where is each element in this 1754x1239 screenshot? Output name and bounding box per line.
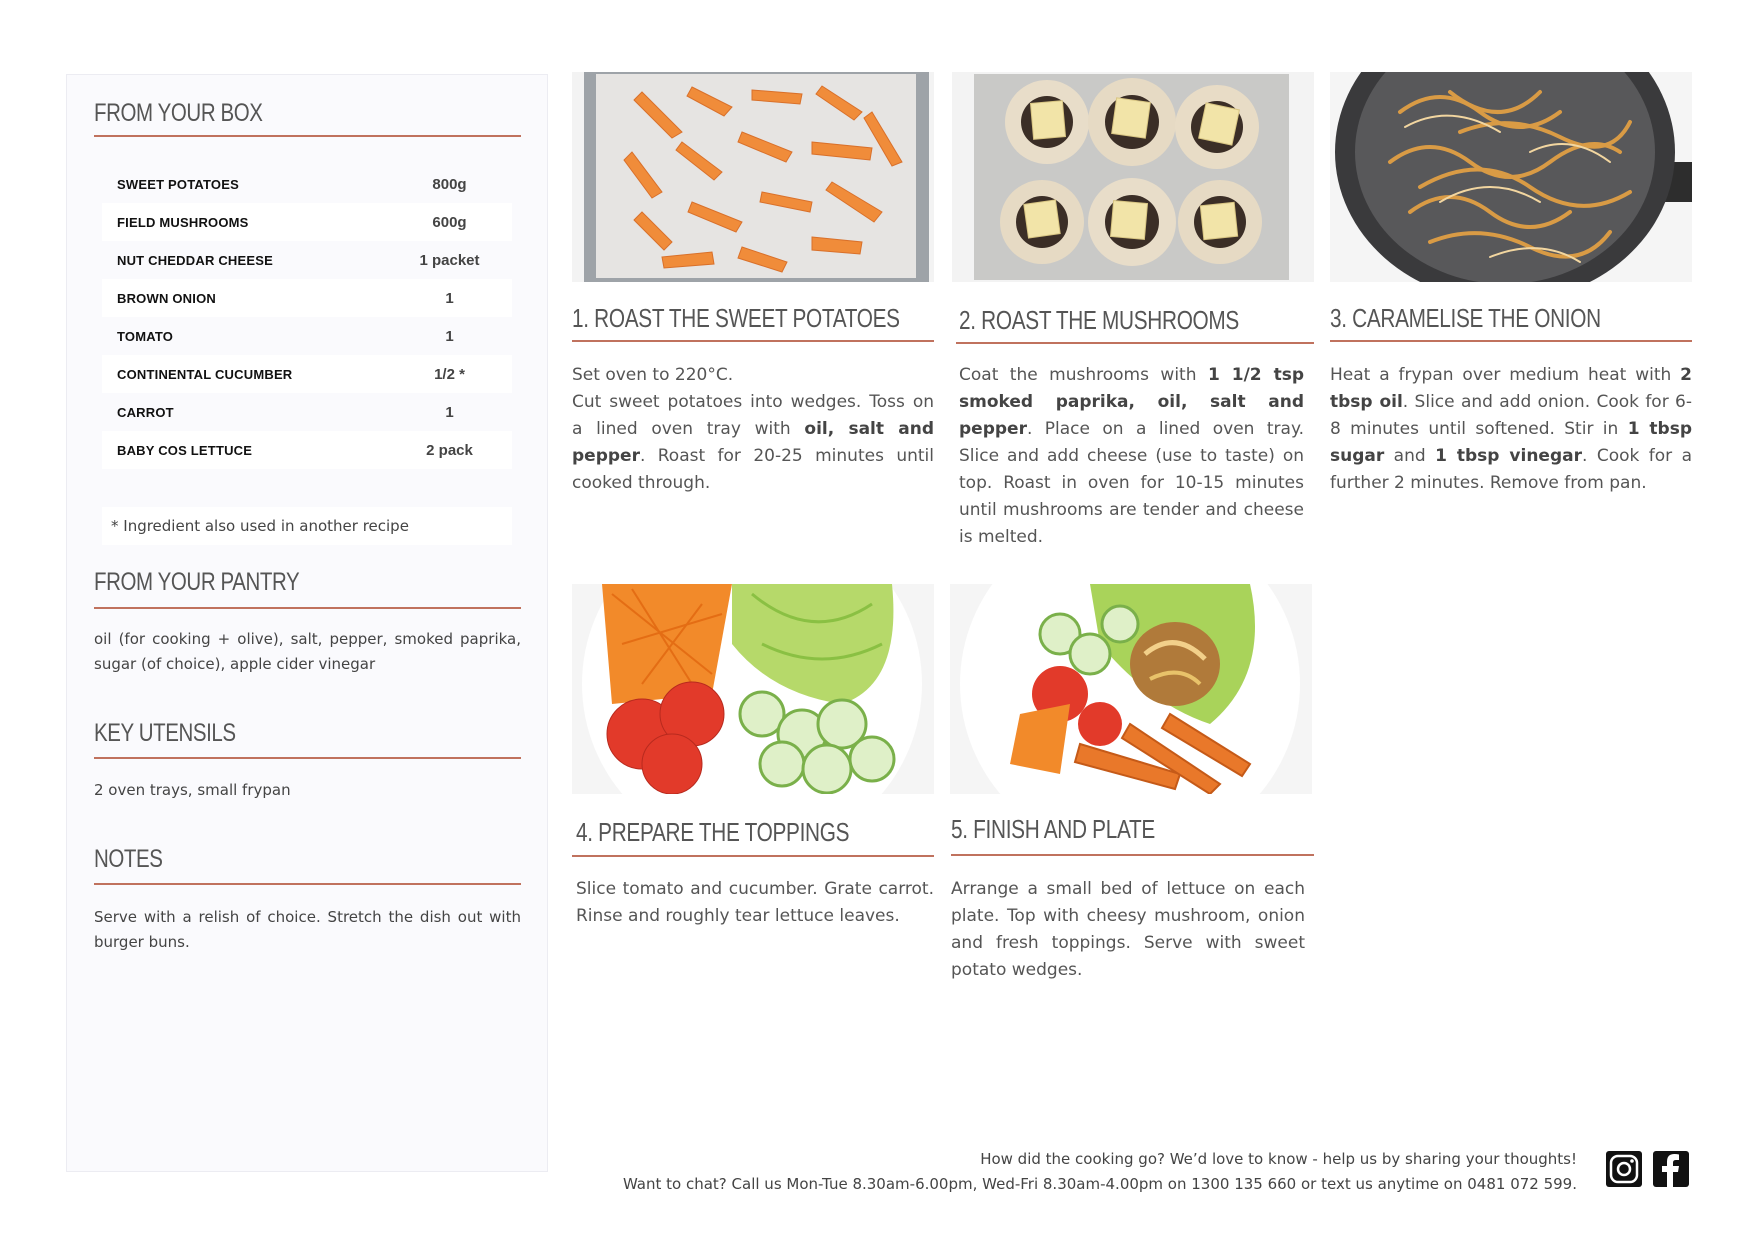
step-text-segment: . Cook for a further 2 minutes. Remove from pan.	[1330, 446, 1692, 493]
step-3-text	[1330, 362, 1692, 497]
ingredient-qty: 600g	[432, 213, 467, 231]
ingredient-row	[102, 241, 512, 279]
ingredient-row	[102, 431, 512, 469]
utensils-title: KEY UTENSILS	[94, 719, 236, 747]
ingredient-name: BABY COS LETTUCE	[117, 442, 253, 458]
step-1-text	[572, 362, 934, 497]
step-5-image	[950, 584, 1312, 794]
footer-feedback-text: How did the cooking go? We’d love to know - help us by sharing your thoughts!	[980, 1150, 1577, 1168]
ingredient-footnote: * Ingredient also used in another recipe	[102, 507, 512, 545]
step-text-segment: . Roast for 20-25 minutes until cooked through.	[572, 446, 934, 493]
pantry-title: FROM YOUR PANTRY	[94, 568, 300, 596]
step-text-segment: Slice tomato and cucumber. Grate carrot. Rinse and roughly tear lettuce leaves.	[576, 879, 934, 926]
step-2-title: 2. ROAST THE MUSHROOMS	[959, 305, 1239, 335]
step-5-text	[951, 876, 1305, 984]
step-1-title: 1. ROAST THE SWEET POTATOES	[572, 303, 900, 333]
step-2-image	[952, 72, 1314, 282]
ingredient-name: CARROT	[117, 404, 174, 420]
ingredient-table	[102, 165, 512, 469]
step-1-image	[572, 72, 934, 282]
pantry-text: oil (for cooking + olive), salt, pepper, smoked paprika, sugar (of choice), apple cider vinegar	[94, 630, 521, 673]
step-text-segment: Arrange a small bed of lettuce on each plate. Top with cheesy mushroom, onion and fresh toppings. Serve with sweet potato wedges.	[951, 879, 1305, 980]
facebook-icon[interactable]	[1653, 1151, 1689, 1187]
step-4-title: 4. PREPARE THE TOPPINGS	[576, 817, 850, 847]
step-text-segment: Heat a frypan over medium heat with	[1330, 365, 1681, 385]
ingredient-qty: 1/2 *	[434, 365, 465, 383]
ingredient-qty: 2 pack	[426, 441, 473, 459]
utensils-title-rule	[94, 757, 521, 759]
ingredient-qty: 800g	[432, 175, 467, 193]
step-text-segment: Coat the mushrooms with	[959, 365, 1208, 385]
notes-text: Serve with a relish of choice. Stretch the dish out with burger buns.	[94, 908, 521, 951]
step-4-rule	[572, 855, 934, 857]
step-text-bold: 1 1/2 tsp smoked paprika, oil, salt and pepper	[959, 365, 1304, 439]
ingredient-row	[102, 317, 512, 355]
step-2-text	[959, 362, 1304, 551]
ingredient-name: NUT CHEDDAR CHEESE	[117, 252, 274, 268]
ingredient-row	[102, 393, 512, 431]
step-5-rule	[951, 854, 1314, 856]
ingredient-row	[102, 165, 512, 203]
utensils-text: 2 oven trays, small frypan	[94, 781, 291, 799]
step-3-image	[1330, 72, 1692, 282]
footer-contact-text: Want to chat? Call us Mon-Tue 8.30am-6.00pm, Wed-Fri 8.30am-4.00pm on 1300 135 660 or text us anytime on 0481 072 599.	[622, 1175, 1577, 1193]
step-3-rule	[1330, 340, 1692, 342]
ingredient-name: TOMATO	[117, 328, 174, 344]
step-text-segment: . Place on a lined oven tray. Slice and add cheese (use to taste) on top. Roast in oven for 10-15 minutes until mushrooms are tender and cheese is melted.	[959, 419, 1304, 547]
ingredient-qty: 1	[445, 327, 454, 345]
ingredient-qty: 1 packet	[419, 251, 480, 269]
step-2-rule	[956, 342, 1314, 344]
notes-title: NOTES	[94, 845, 163, 873]
ingredient-name: SWEET POTATOES	[117, 176, 239, 192]
box-title-rule	[94, 135, 521, 137]
step-text-segment: . Slice and add onion. Cook for 6-8 minutes until softened. Stir in	[1330, 392, 1693, 439]
ingredients-sidebar	[66, 74, 548, 1172]
ingredient-qty: 1	[445, 403, 454, 421]
step-text-bold: 1 tbsp vinegar	[1435, 446, 1582, 466]
step-4-image	[572, 584, 934, 794]
step-text-bold: 2 tbsp oil	[1330, 365, 1692, 412]
step-text-bold: oil, salt and pepper	[572, 419, 934, 466]
step-text-segment: and	[1384, 446, 1436, 466]
ingredient-name: BROWN ONION	[117, 290, 216, 306]
step-5-title: 5. FINISH AND PLATE	[951, 814, 1155, 844]
ingredient-name: FIELD MUSHROOMS	[117, 214, 249, 230]
ingredient-name: CONTINENTAL CUCUMBER	[117, 366, 293, 382]
instagram-icon[interactable]	[1606, 1151, 1642, 1187]
step-text-segment: Cut sweet potatoes into wedges. Toss on a lined oven tray with	[572, 392, 934, 439]
ingredient-row	[102, 279, 512, 317]
box-title: FROM YOUR BOX	[94, 99, 263, 127]
step-text-bold: 1 tbsp sugar	[1330, 419, 1692, 466]
step-1-rule	[572, 340, 934, 342]
step-3-title: 3. CARAMELISE THE ONION	[1330, 303, 1601, 333]
notes-title-rule	[94, 883, 521, 885]
pantry-title-rule	[94, 607, 521, 609]
ingredient-row	[102, 203, 512, 241]
ingredient-row	[102, 355, 512, 393]
step-text-segment: Set oven to 220°C.	[572, 365, 734, 385]
ingredient-qty: 1	[445, 289, 454, 307]
step-4-text	[576, 876, 934, 930]
